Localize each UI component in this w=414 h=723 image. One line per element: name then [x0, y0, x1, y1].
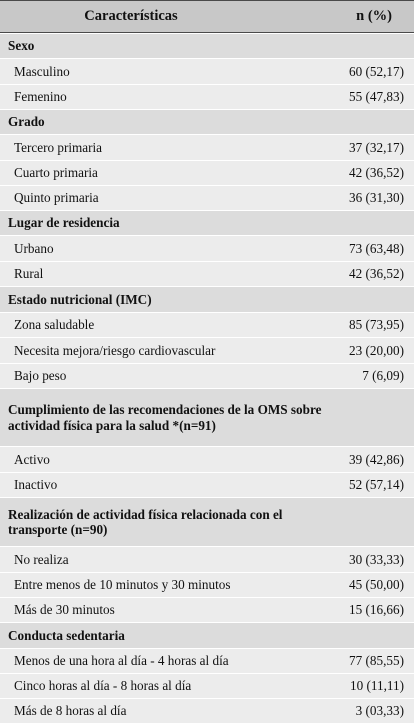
table-row	[0, 363, 414, 388]
table-row	[0, 84, 414, 109]
section-row	[0, 622, 414, 648]
section-row	[0, 33, 414, 58]
section-label: Lugar de residencia	[8, 215, 120, 231]
row-label: Zona saludable	[14, 317, 95, 333]
row-value: 39 (42,86)	[349, 451, 404, 467]
row-value: 85 (73,95)	[349, 317, 404, 332]
row-label: Urbano	[14, 240, 54, 256]
row-label: Cinco horas al día - 8 horas al día	[14, 678, 192, 694]
row-value: 23 (20,00)	[349, 342, 404, 358]
row-value: 42 (36,52)	[349, 165, 404, 180]
row-value: 15 (16,66)	[349, 602, 404, 617]
row-label: Más de 8 horas al día	[14, 703, 127, 719]
row-value: 55 (47,83)	[349, 89, 404, 104]
table-row	[0, 134, 414, 160]
row-value: 37 (32,17)	[349, 139, 404, 155]
header-characteristics: Características	[84, 7, 178, 24]
table-header	[0, 0, 414, 33]
table-row	[0, 673, 414, 698]
row-value: 36 (31,30)	[349, 190, 404, 205]
row-label: Entre menos de 10 minutos y 30 minutos	[14, 577, 231, 593]
section-row	[0, 388, 414, 446]
row-label: Tercero primaria	[14, 139, 103, 155]
row-label: Cuarto primaria	[14, 165, 98, 181]
table-row	[0, 472, 414, 497]
table-row	[0, 160, 414, 185]
section-row	[0, 210, 414, 235]
row-label: Quinto primaria	[14, 190, 99, 206]
section-label: Estado nutricional (IMC)	[8, 291, 152, 307]
section-row	[0, 286, 414, 312]
row-label: Activo	[14, 451, 50, 467]
row-label: No realiza	[14, 551, 69, 567]
section-row	[0, 109, 414, 134]
row-value: 77 (85,55)	[349, 653, 404, 668]
row-label: Masculino	[14, 63, 70, 79]
row-label: Más de 30 minutos	[14, 602, 115, 618]
row-value: 7 (6,09)	[362, 368, 404, 383]
row-label: Femenino	[14, 89, 67, 105]
section-label: Cumplimiento de las recomendaciones de la OMS sobre actividad física para la salud *(n=91)	[8, 402, 322, 433]
row-label: Rural	[14, 266, 44, 282]
header-n-percent: n (%)	[356, 8, 392, 24]
row-value: 45 (50,00)	[349, 577, 404, 592]
section-label: Grado	[8, 114, 45, 130]
table-row	[0, 597, 414, 622]
row-value: 3 (03,33)	[355, 703, 404, 718]
row-value: 10 (11,11)	[350, 678, 404, 693]
row-value: 73 (63,48)	[349, 240, 404, 256]
table-row	[0, 58, 414, 84]
table-row	[0, 185, 414, 210]
table-row	[0, 337, 414, 363]
section-label: Conducta sedentaria	[8, 627, 125, 643]
section-label: Realización de actividad física relacionada con el transporte (n=90)	[8, 506, 283, 537]
row-value: 60 (52,17)	[349, 63, 404, 79]
row-value: 30 (33,33)	[349, 551, 404, 567]
table-row	[0, 572, 414, 597]
row-label: Bajo peso	[14, 368, 67, 384]
table-row	[0, 261, 414, 286]
row-label: Menos de una hora al día - 4 horas al día	[14, 653, 229, 669]
table-row	[0, 546, 414, 572]
table-row	[0, 446, 414, 472]
table-row	[0, 698, 414, 723]
table-row	[0, 648, 414, 673]
table-row	[0, 312, 414, 337]
row-value: 42 (36,52)	[349, 266, 404, 281]
table-row	[0, 235, 414, 261]
section-row	[0, 497, 414, 546]
section-label: Sexo	[8, 38, 35, 54]
row-label: Inactivo	[14, 477, 58, 493]
row-value: 52 (57,14)	[349, 477, 404, 492]
row-label: Necesita mejora/riesgo cardiovascular	[14, 342, 216, 358]
